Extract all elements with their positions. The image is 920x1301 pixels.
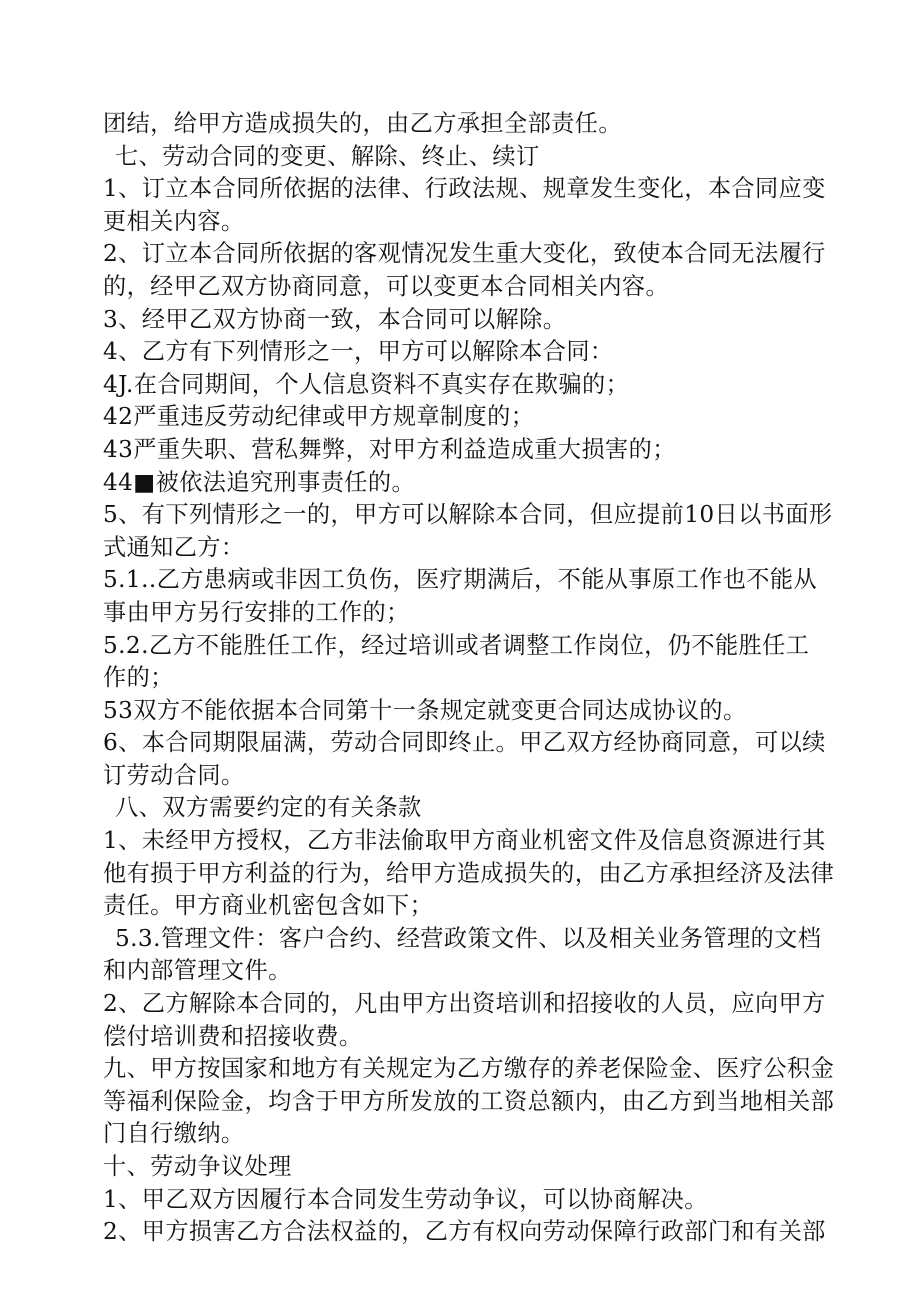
sub-clause-line: 53双方不能依据本合同第十一条规定就变更合同达成协议的。 — [103, 696, 747, 724]
clause-line: 1、甲乙双方因履行本合同发生劳动争议，可以协商解决。 — [103, 1185, 708, 1213]
clause-line: 1、未经甲方授权，乙方非法偷取甲方商业机密文件及信息资源进行其 — [103, 827, 826, 855]
clause-line: 2、甲方损害乙方合法权益的，乙方有权向劳动保障行政部门和有关部 — [103, 1218, 826, 1246]
sub-clause-line: 事由甲方另行安排的工作的； — [103, 598, 410, 626]
clause-line: 6、本合同期限届满，劳动合同即终止。甲乙双方经协商同意，可以续 — [103, 729, 826, 757]
clause-line: 2、订立本合同所依据的客观情况发生重大变化，致使本合同无法履行 — [103, 240, 826, 268]
clause-line: 他有损于甲方利益的行为，给甲方造成损失的，由乙方承担经济及法律 — [103, 859, 835, 887]
clause-line: 责任。甲方商业机密包含如下； — [103, 892, 434, 920]
sub-clause-line: 5.3.管理文件：客户合约、经营政策文件、以及相关业务管理的文档 — [115, 924, 822, 952]
section-heading-10: 十、劳动争议处理 — [103, 1153, 292, 1180]
clause-line: 1、订立本合同所依据的法律、行政法规、规章发生变化，本合同应变 — [103, 175, 826, 203]
clause-line: 偿付培训费和招接收费。 — [103, 1022, 363, 1050]
section-heading-9: 九、甲方按国家和地方有关规定为乙方缴存的养老保险金、医疗公积金 — [103, 1055, 835, 1083]
sub-clause-line: 44■被依法追究刑事责任的。 — [103, 468, 416, 496]
sub-clause-line: 4J.在合同期间，个人信息资料不真实存在欺骗的； — [103, 370, 630, 398]
clause-line: 4、乙方有下列情形之一，甲方可以解除本合同： — [103, 338, 614, 366]
sub-clause-line: 5.2.乙方不能胜任工作，经过培训或者调整工作岗位，仍不能胜任工 — [103, 631, 810, 659]
clause-line: 2、乙方解除本合同的，凡由甲方出资培训和招接收的人员，应向甲方 — [103, 990, 826, 1018]
sub-clause-line: 42严重违反劳动纪律或甲方规章制度的； — [103, 403, 535, 431]
clause-line: 订劳动合同。 — [103, 761, 245, 789]
sub-clause-line: 5.1..乙方患病或非因工负伤，医疗期满后，不能从事原工作也不能从 — [103, 566, 818, 594]
section-heading-8: 八、双方需要约定的有关条款 — [115, 794, 422, 822]
sub-clause-line: 43严重失职、营私舞弊，对甲方利益造成重大损害的； — [103, 435, 676, 463]
clause-line: 5、有下列情形之一的，甲方可以解除本合同，但应提前10日以书面形 — [103, 501, 833, 529]
clause-line: 3、经甲乙双方协商一致，本合同可以解除。 — [103, 305, 567, 333]
sub-clause-line: 作的； — [103, 664, 174, 692]
sub-clause-line: 和内部管理文件。 — [103, 957, 292, 985]
clause-line: 的，经甲乙双方协商同意，可以变更本合同相关内容。 — [103, 272, 670, 300]
clause-line: 更相关内容。 — [103, 207, 245, 235]
document-body — [103, 108, 835, 1249]
clause-line: 式通知乙方： — [103, 533, 245, 561]
body-line: 团结，给甲方造成损失的，由乙方承担全部责任。 — [103, 110, 622, 137]
section-heading-7: 七、劳动合同的变更、解除、终止、续订 — [115, 142, 540, 170]
clause-line: 门自行缴纳。 — [103, 1120, 245, 1148]
clause-line: 等福利保险金，均含于甲方所发放的工资总额内，由乙方到当地相关部 — [103, 1087, 835, 1115]
